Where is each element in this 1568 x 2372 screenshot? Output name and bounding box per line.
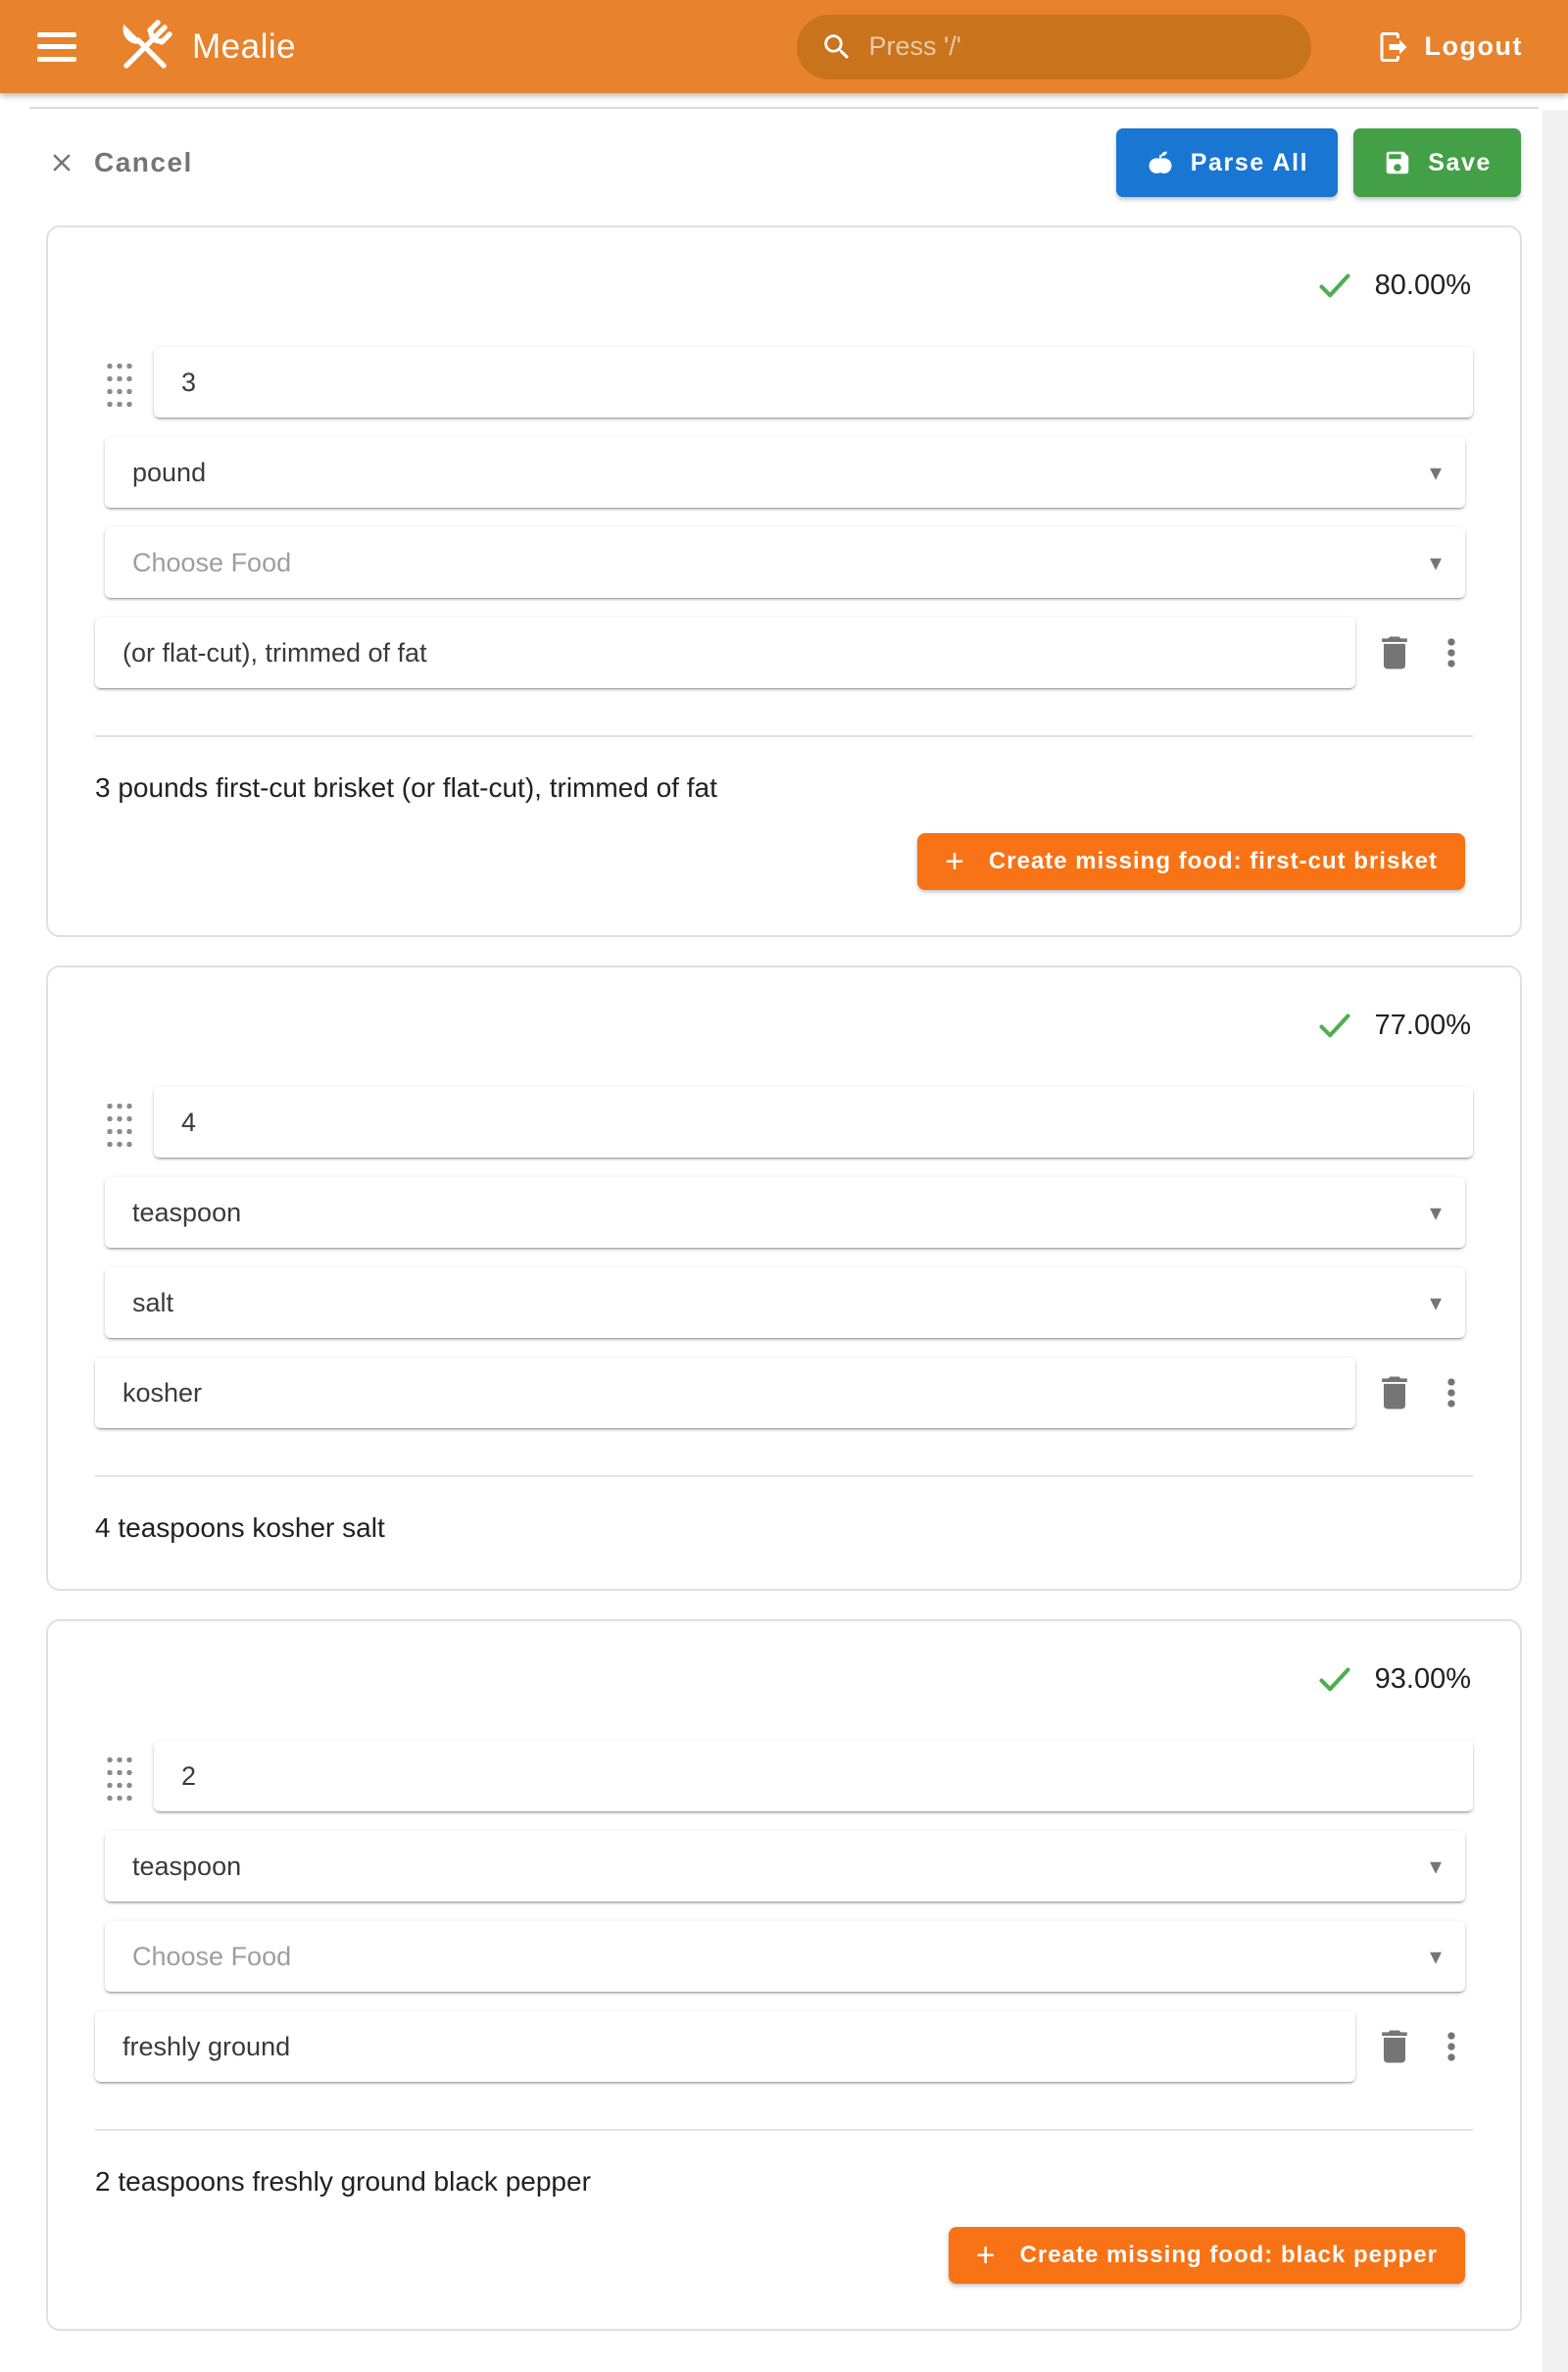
apple-icon [1146, 148, 1175, 177]
food-select[interactable] [105, 527, 1465, 598]
food-placeholder: Choose Food [132, 1941, 292, 1971]
parsed-ingredient-text: 4 teaspoons kosher salt [95, 1512, 385, 1543]
kebab-menu-icon [1430, 631, 1473, 674]
parse-all-label: Parse All [1190, 148, 1309, 176]
search-icon [820, 30, 854, 64]
parsed-ingredient-text: 2 teaspoons freshly ground black pepper [95, 2166, 591, 2197]
unit-select[interactable] [105, 1831, 1465, 1902]
ingredient-card-1 [46, 225, 1522, 937]
unit-value: teaspoon [132, 1197, 242, 1227]
drag-handle-icon[interactable] [105, 358, 132, 407]
confidence-value: 93.00% [1374, 1662, 1471, 1695]
scrollbar[interactable] [1543, 110, 1568, 2372]
more-menu-button[interactable] [1430, 1371, 1473, 1414]
menu-icon[interactable] [37, 32, 76, 62]
create-missing-food-label: Create missing food: first-cut brisket [988, 848, 1438, 874]
close-icon [47, 148, 76, 177]
note-input[interactable] [95, 2011, 1355, 2082]
header-divider [29, 107, 1539, 109]
save-icon [1383, 148, 1412, 177]
kebab-menu-icon [1430, 1371, 1473, 1414]
chevron-down-icon: ▾ [1429, 1943, 1442, 1970]
confidence-value: 77.00% [1374, 1009, 1471, 1041]
check-icon [1316, 267, 1353, 304]
unit-value: teaspoon [132, 1851, 242, 1881]
chevron-down-icon: ▾ [1429, 1853, 1442, 1880]
food-placeholder: Choose Food [132, 547, 292, 577]
create-missing-food-button[interactable] [917, 833, 1465, 890]
more-menu-button[interactable] [1430, 2025, 1473, 2068]
trash-icon [1373, 2025, 1416, 2068]
divider [95, 1475, 1473, 1477]
parse-all-button[interactable] [1116, 128, 1338, 197]
drag-handle-icon[interactable] [105, 1752, 132, 1801]
ingredient-card-2 [46, 965, 1522, 1591]
logout-label: Logout [1424, 31, 1523, 61]
chevron-down-icon: ▾ [1429, 1289, 1442, 1316]
logout-button[interactable] [1376, 29, 1523, 65]
kebab-menu-icon [1430, 2025, 1473, 2068]
unit-value: pound [132, 457, 207, 487]
save-button[interactable] [1353, 128, 1521, 197]
divider [95, 735, 1473, 737]
divider [95, 2129, 1473, 2131]
confidence-row [48, 227, 1520, 304]
ingredient-card-3 [46, 1619, 1522, 2331]
ingredient-list [0, 225, 1568, 2331]
plus-icon: + [945, 843, 965, 880]
create-missing-food-label: Create missing food: black pepper [1019, 2242, 1438, 2268]
parsed-ingredient-text: 3 pounds first-cut brisket (or flat-cut), trimmed of fat [95, 772, 717, 803]
plus-icon: + [975, 2237, 997, 2274]
note-input[interactable] [95, 1358, 1355, 1428]
unit-select[interactable] [105, 437, 1465, 508]
unit-select[interactable] [105, 1177, 1465, 1248]
confidence-row [48, 1621, 1520, 1698]
cancel-button[interactable] [47, 147, 193, 178]
delete-button[interactable] [1373, 2025, 1416, 2068]
mealie-logo-icon [112, 14, 178, 80]
save-label: Save [1428, 148, 1492, 176]
cancel-label: Cancel [94, 147, 193, 177]
confidence-value: 80.00% [1374, 269, 1471, 301]
app-header [0, 0, 1568, 93]
trash-icon [1373, 1371, 1416, 1414]
delete-button[interactable] [1373, 631, 1416, 674]
quantity-input[interactable] [154, 1741, 1473, 1811]
food-select[interactable] [105, 1267, 1465, 1338]
app-title: Mealie [192, 26, 297, 66]
create-missing-food-button[interactable] [949, 2227, 1465, 2284]
logout-icon [1376, 29, 1411, 65]
search-bar[interactable] [797, 15, 1311, 79]
more-menu-button[interactable] [1430, 631, 1473, 674]
parser-toolbar [0, 128, 1568, 197]
search-input[interactable] [869, 31, 1288, 62]
drag-handle-icon[interactable] [105, 1098, 132, 1147]
quantity-input[interactable] [154, 1087, 1473, 1158]
check-icon [1316, 1007, 1353, 1044]
chevron-down-icon: ▾ [1429, 549, 1442, 576]
note-input[interactable] [95, 618, 1355, 688]
delete-button[interactable] [1373, 1371, 1416, 1414]
chevron-down-icon: ▾ [1429, 459, 1442, 486]
trash-icon [1373, 631, 1416, 674]
confidence-row [48, 967, 1520, 1044]
chevron-down-icon: ▾ [1429, 1199, 1442, 1226]
food-select[interactable] [105, 1921, 1465, 1992]
quantity-input[interactable] [154, 347, 1473, 418]
food-value: salt [132, 1287, 174, 1317]
check-icon [1316, 1660, 1353, 1698]
